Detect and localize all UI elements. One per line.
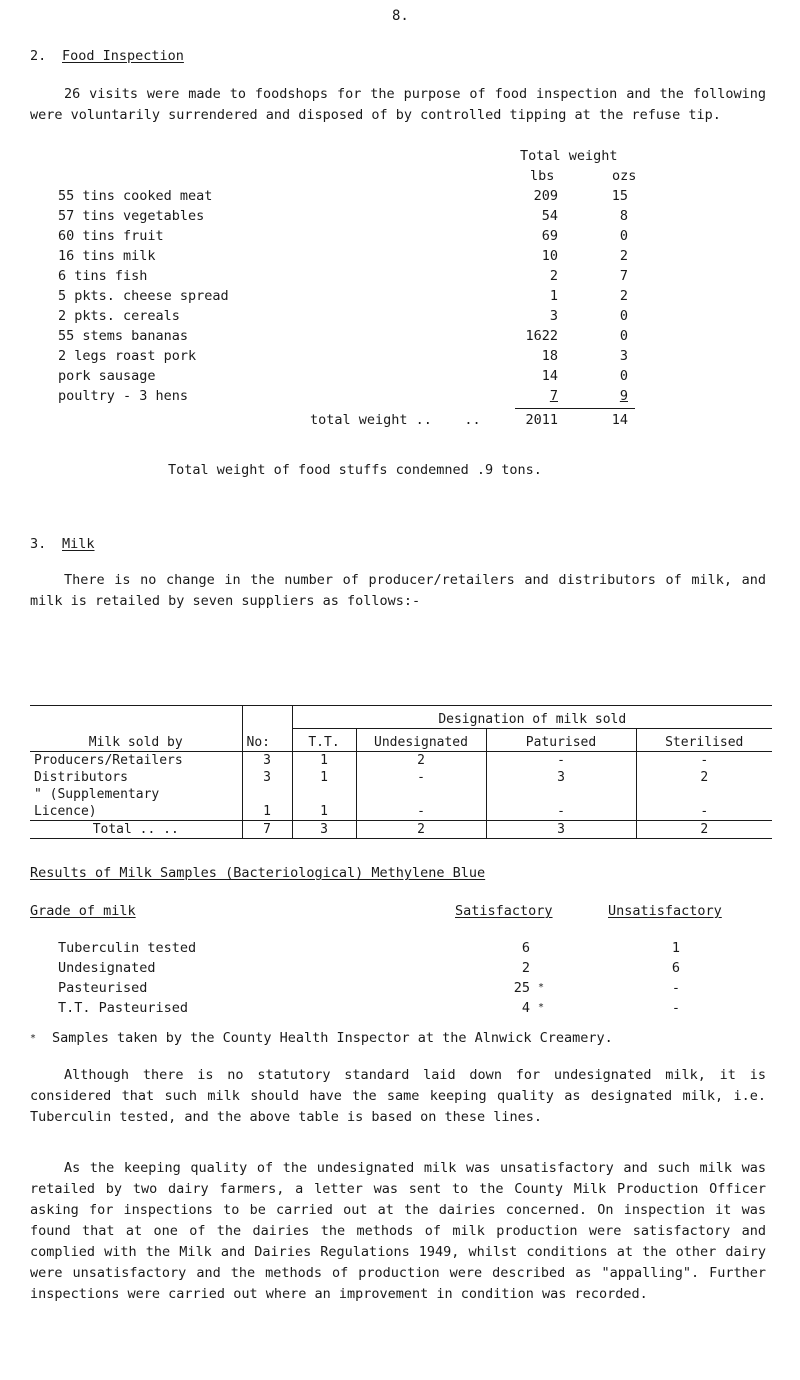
total-label: Total .. .. [92,822,179,837]
results-row [0,980,800,1000]
milk-table-row [30,803,772,821]
food-col-header-lbs: lbs [530,168,555,184]
row-label: " (Supplementary [34,787,160,802]
row-tt: 1 [292,769,356,786]
food-item-lbs: 1 [549,288,558,304]
food-item-row [0,208,800,228]
results-unsatisfactory: 1 [671,940,680,956]
results-col-grade: Grade of milk [30,903,136,919]
col-header-tt: T.T. [292,729,356,752]
results-grade: Undesignated [58,960,156,976]
food-item-row [0,388,800,408]
total-tt: 3 [292,821,356,839]
results-star: * [538,1002,545,1013]
food-item-desc: 2 legs roast pork [58,348,197,364]
footnote-text: Samples taken by the County Health Inspector at the Alnwick Creamery. [52,1030,613,1046]
row-label: Distributors [34,770,128,785]
food-item-row [0,308,800,328]
row-paturised [486,786,636,803]
food-item-row [0,328,800,348]
row-undesignated [356,786,486,803]
milk-suppliers-table [30,705,772,839]
food-item-desc: 57 tins vegetables [58,208,205,224]
row-undesignated: - [356,769,486,786]
food-total-lbs: 2011 [525,412,558,428]
food-item-ozs: 3 [619,348,628,364]
row-label: Licence) [34,804,97,819]
food-item-row [0,228,800,248]
results-grade: T.T. Pasteurised [58,1000,189,1016]
milk-table-row [30,752,772,770]
food-item-desc: 55 tins cooked meat [58,188,213,204]
results-unsatisfactory: - [671,980,680,996]
food-item-ozs: 2 [619,248,628,264]
food-item-desc: 6 tins fish [58,268,148,284]
col-header-milk-sold-by: Milk sold by [30,706,242,752]
food-item-desc: 55 stems bananas [58,328,189,344]
results-row [0,1000,800,1020]
results-grade: Pasteurised [58,980,148,996]
row-sterilised: - [636,752,772,770]
food-condemned-total: Total weight of food stuffs condemned .9 tons. [168,462,542,478]
results-col-satisfactory: Satisfactory [455,903,553,919]
food-item-ozs: 7 [619,268,628,284]
total-no: 7 [242,821,292,839]
food-item-desc: 5 pkts. cheese spread [58,288,229,304]
row-no: 1 [242,803,292,821]
food-item-ozs: 15 [611,188,628,204]
total-rule [515,408,635,409]
results-heading: Results of Milk Samples (Bacteriological) Methylene Blue [30,865,486,881]
food-item-row [0,288,800,308]
row-no: 3 [242,769,292,786]
food-item-ozs: 0 [619,308,628,324]
milk-section-number: 3. [30,536,47,552]
row-no: 3 [242,752,292,770]
results-row [0,940,800,960]
food-item-lbs: 209 [533,188,558,204]
results-grade: Tuberculin tested [58,940,197,956]
food-item-lbs: 1622 [525,328,558,344]
food-item-desc: poultry - 3 hens [58,388,189,404]
col-header-undesignated: Undesignated [356,729,486,752]
food-item-ozs: 2 [619,288,628,304]
col-header-sterilised: Sterilised [636,729,772,752]
results-star: * [538,982,545,993]
food-item-desc: 2 pkts. cereals [58,308,180,324]
results-paragraph-2: As the keeping quality of the undesignated milk was unsatisfactory and such milk was retailed by two dairy farmers, a letter was sent to the County Milk Production Officer asking for inspections to be carried out at the dairies concerned. On inspection it was found that at one of the dairies the methods of milk production were satisfactory and complied with the Milk and Dairies Regulations 1949, whilst conditions at the other dairy were unsatisfactory and the methods of production were described as "appalling". Further inspections were carried out where an improvement in condition was recorded. [30,1160,766,1302]
row-sterilised: - [636,803,772,821]
footnote-mark: * [30,1033,37,1044]
food-item-desc: 16 tins milk [58,248,156,264]
results-satisfactory: 4 [521,1000,530,1016]
total-sterilised: 2 [636,821,772,839]
food-item-lbs: 2 [549,268,558,284]
food-col-header-total-weight: Total weight [520,148,618,164]
row-no [242,786,292,803]
food-item-row [0,268,800,288]
row-tt: 1 [292,752,356,770]
row-sterilised: 2 [636,769,772,786]
results-paragraph-1: Although there is no statutory standard laid down for undesignated milk, it is considered that such milk should have the same keeping quality as designated milk, i.e. Tuberculin tested, and the above table is based on these lines. [30,1067,766,1125]
results-row [0,960,800,980]
food-item-row [0,188,800,208]
food-section-number: 2. [30,48,47,64]
food-item-lbs: 18 [541,348,558,364]
food-item-ozs: 0 [619,368,628,384]
row-sterilised [636,786,772,803]
food-item-ozs: 8 [619,208,628,224]
col-header-paturised: Paturised [486,729,636,752]
col-header-designation: Designation of milk sold [292,706,772,729]
food-item-lbs: 10 [541,248,558,264]
page-number: 8. [392,8,409,24]
results-satisfactory: 2 [521,960,530,976]
results-unsatisfactory: - [671,1000,680,1016]
milk-table-total-row [30,821,772,839]
row-undesignated: - [356,803,486,821]
food-item-ozs: 9 [619,388,628,404]
food-item-row [0,368,800,388]
results-unsatisfactory: 6 [671,960,680,976]
row-paturised: - [486,752,636,770]
food-col-header-ozs: ozs [612,168,637,184]
food-item-lbs: 54 [541,208,558,224]
food-item-ozs: 0 [619,228,628,244]
food-total-label: total weight .. .. [310,412,481,428]
food-total-ozs: 14 [611,412,628,428]
milk-table-row [30,769,772,786]
results-col-unsatisfactory: Unsatisfactory [608,903,722,919]
food-item-lbs: 69 [541,228,558,244]
results-satisfactory: 25 [513,980,530,996]
row-tt [292,786,356,803]
col-header-no: No: [242,706,292,752]
food-item-lbs: 3 [549,308,558,324]
food-item-row [0,348,800,368]
row-tt: 1 [292,803,356,821]
milk-intro-paragraph: There is no change in the number of producer/retailers and distributors of milk, and milk is retailed by seven suppliers as follows:- [30,572,766,609]
total-paturised: 3 [486,821,636,839]
food-item-desc: pork sausage [58,368,156,384]
food-item-row [0,248,800,268]
row-paturised: 3 [486,769,636,786]
food-item-ozs: 0 [619,328,628,344]
row-undesignated: 2 [356,752,486,770]
results-satisfactory: 6 [521,940,530,956]
row-paturised: - [486,803,636,821]
milk-table-row [30,786,772,803]
food-section-heading: Food Inspection [62,48,184,64]
food-item-desc: 60 tins fruit [58,228,164,244]
row-label: Producers/Retailers [34,753,183,768]
food-item-lbs: 7 [549,388,558,404]
milk-section-heading: Milk [62,536,95,552]
food-intro-paragraph: 26 visits were made to foodshops for the purpose of food inspection and the following were voluntarily surrendered and disposed of by controlled tipping at the refuse tip. [30,86,766,123]
food-item-lbs: 14 [541,368,558,384]
total-undesignated: 2 [356,821,486,839]
